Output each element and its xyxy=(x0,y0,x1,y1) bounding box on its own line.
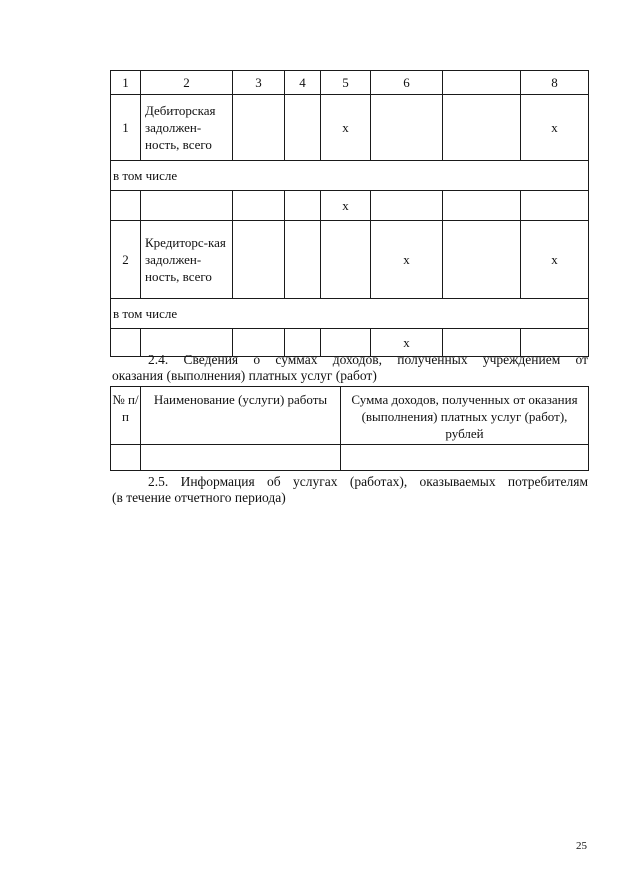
section-2-5-line2: (в течение отчетного периода) xyxy=(112,490,286,505)
row-label: Дебиторская задолжен-ность, всего xyxy=(141,95,233,161)
table-header-row xyxy=(111,71,589,95)
column-header-income-sum: Сумма доходов, полученных от оказания (выполнения) платных услуг (работ), рублей xyxy=(341,387,589,445)
including-label: в том числе xyxy=(111,161,589,191)
cell-mark: x xyxy=(321,95,371,161)
page-number: 25 xyxy=(576,840,587,852)
cell-mark: x xyxy=(521,95,589,161)
section-2-4-line1: 2.4. Сведения о суммах доходов, полученных учреждением от xyxy=(148,352,588,367)
header-cell: 1 xyxy=(111,71,141,95)
cell xyxy=(521,191,589,221)
header-cell: 5 xyxy=(321,71,371,95)
header-cell: 3 xyxy=(233,71,285,95)
table-row xyxy=(111,299,589,329)
cell xyxy=(233,221,285,299)
cell xyxy=(443,191,521,221)
cell xyxy=(443,95,521,161)
table-row xyxy=(111,95,589,161)
cell-mark: x xyxy=(521,221,589,299)
cell xyxy=(233,95,285,161)
receivables-payables-table xyxy=(110,70,589,357)
cell xyxy=(141,191,233,221)
section-2-4-paragraph xyxy=(112,352,588,384)
cell-mark: x xyxy=(321,191,371,221)
header-cell: 6 xyxy=(371,71,443,95)
cell xyxy=(285,221,321,299)
row-number: 2 xyxy=(111,221,141,299)
row-number: 1 xyxy=(111,95,141,161)
table-row xyxy=(111,221,589,299)
cell xyxy=(285,191,321,221)
table-row xyxy=(111,191,589,221)
table-header-row xyxy=(111,387,589,445)
cell xyxy=(111,191,141,221)
table-row xyxy=(111,445,589,471)
cell xyxy=(321,221,371,299)
column-header-number: № п/п xyxy=(111,387,141,445)
column-header-service-name: Наименование (услуги) работы xyxy=(141,387,341,445)
header-cell: 8 xyxy=(521,71,589,95)
section-2-4-line2: оказания (выполнения) платных услуг (работ) xyxy=(112,368,377,383)
cell-mark: x xyxy=(371,329,443,357)
section-2-5-line1: 2.5. Информация об услугах (работах), оказываемых потребителям xyxy=(148,474,588,489)
header-cell: 4 xyxy=(285,71,321,95)
cell xyxy=(285,95,321,161)
cell xyxy=(341,445,589,471)
cell xyxy=(443,221,521,299)
cell xyxy=(371,191,443,221)
cell xyxy=(233,191,285,221)
section-2-5-paragraph xyxy=(112,474,588,506)
cell xyxy=(141,445,341,471)
table-row xyxy=(111,161,589,191)
including-label: в том числе xyxy=(111,299,589,329)
paid-services-income-table xyxy=(110,386,589,471)
cell xyxy=(111,445,141,471)
header-cell: 2 xyxy=(141,71,233,95)
header-cell xyxy=(443,71,521,95)
row-label: Кредиторс-кая задолжен-ность, всего xyxy=(141,221,233,299)
cell-mark: x xyxy=(371,221,443,299)
cell xyxy=(371,95,443,161)
